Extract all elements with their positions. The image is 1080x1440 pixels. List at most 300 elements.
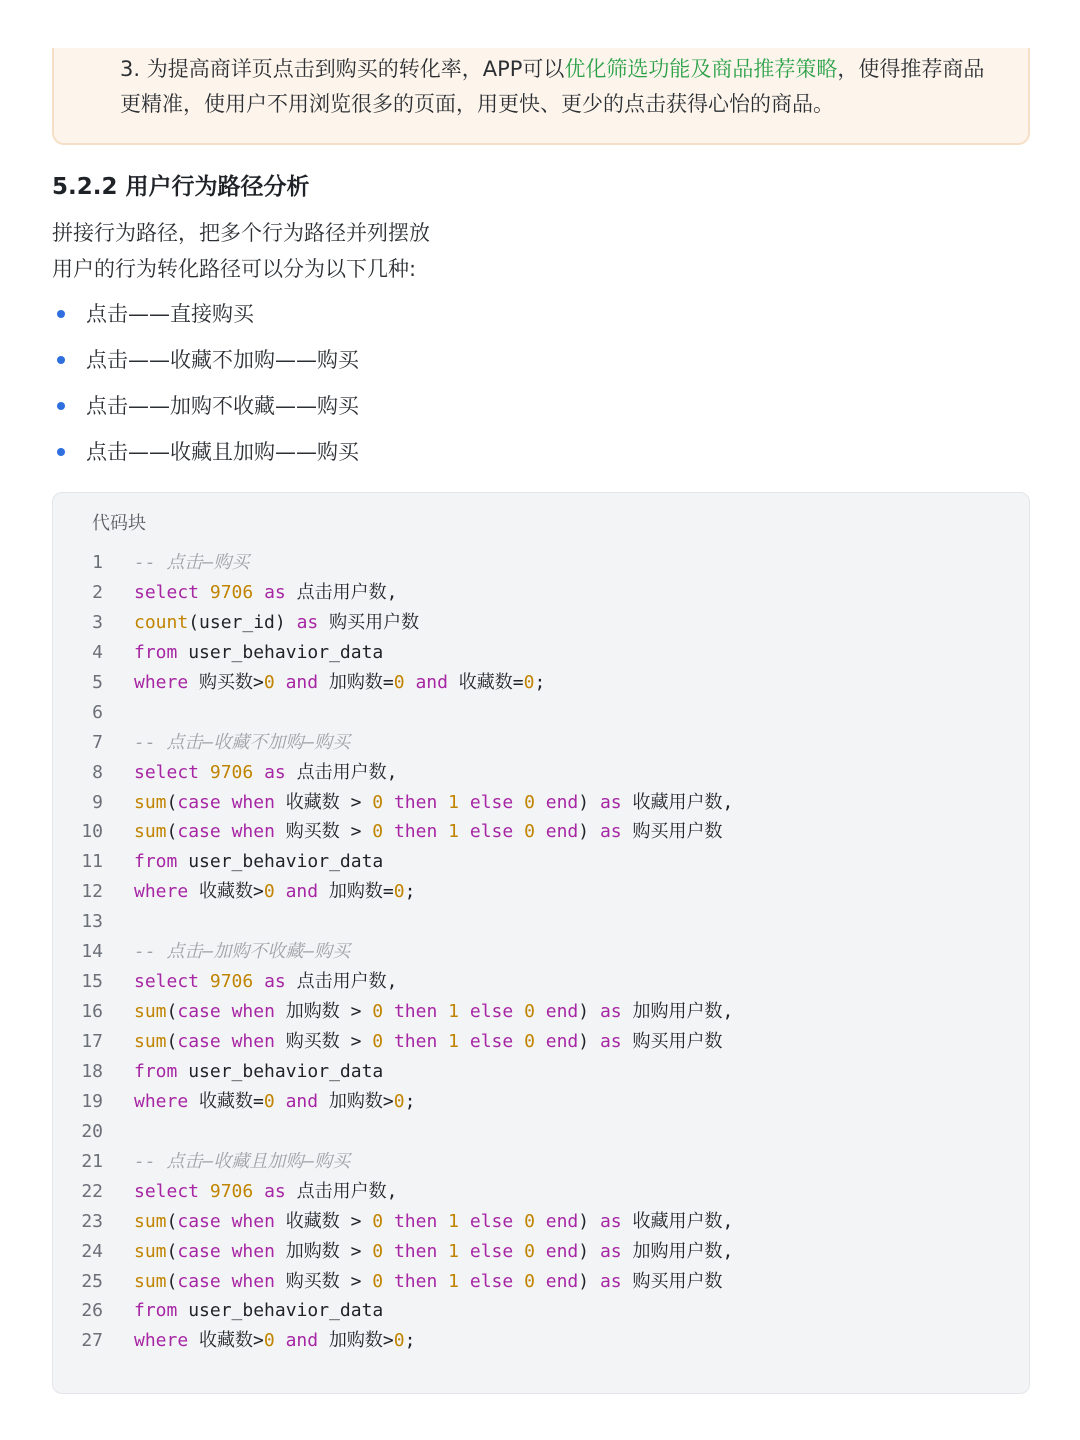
code-token: 0 <box>524 1031 535 1052</box>
line-number: 8 <box>92 761 103 783</box>
code-text <box>134 1177 397 1207</box>
code-text <box>134 758 397 788</box>
bullet-dot-icon <box>57 356 65 364</box>
code-token: and <box>285 671 319 693</box>
code-token: as <box>599 821 622 843</box>
line-number: 10 <box>81 821 103 843</box>
code-token: end <box>545 791 579 813</box>
code-token: 购买数> <box>188 671 264 693</box>
code-lines <box>53 548 1029 1356</box>
code-token <box>221 1271 232 1292</box>
code-token <box>383 1271 394 1292</box>
code-token: 点击用户数, <box>285 1180 398 1202</box>
code-line <box>53 1057 1029 1087</box>
code-token <box>221 792 232 813</box>
code-line <box>53 1326 1029 1356</box>
code-token: ( <box>166 821 178 843</box>
code-token: 点击用户数, <box>285 761 398 783</box>
code-token: as <box>296 611 319 633</box>
code-token <box>383 1001 394 1022</box>
code-token: 加购用户数, <box>621 1001 734 1023</box>
code-token: 1 <box>448 1031 460 1052</box>
code-token: end <box>545 821 579 843</box>
code-token: 9706 <box>209 971 254 993</box>
code-token: 9706 <box>209 581 254 603</box>
code-token: 0 <box>372 821 384 843</box>
code-token <box>199 582 210 603</box>
code-line <box>53 877 1029 907</box>
code-token: ( <box>166 1001 178 1023</box>
code-token <box>253 762 264 783</box>
code-line <box>53 788 1029 818</box>
conclusion-callout <box>52 48 1030 145</box>
code-text <box>134 967 397 997</box>
paths-intro-paragraph: 用户的行为转化路径可以分为以下几种: <box>52 257 417 281</box>
code-token <box>437 821 448 842</box>
code-token: -- 点击—加购不收藏—购买 <box>134 941 351 963</box>
code-token: 点击用户数, <box>285 971 398 993</box>
code-token: else <box>469 1210 514 1232</box>
line-number: 4 <box>92 641 103 663</box>
line-number: 27 <box>81 1330 103 1352</box>
code-token: as <box>264 1180 286 1202</box>
code-token: as <box>599 1270 622 1292</box>
callout-text: 3. 为提高商详页点击到购买的转化率，APP可以 <box>120 57 565 81</box>
code-token: 购买用户数 <box>621 821 723 843</box>
code-token: 加购数> <box>318 1090 394 1112</box>
code-token: 1 <box>448 821 460 843</box>
code-text <box>134 578 397 608</box>
code-token: user_behavior_data <box>177 851 384 873</box>
code-line <box>53 698 1029 728</box>
code-token: case <box>177 791 221 813</box>
line-number: 16 <box>81 1001 103 1023</box>
code-token: select <box>134 971 200 993</box>
line-number: 21 <box>81 1150 103 1172</box>
code-line <box>53 1027 1029 1057</box>
code-token <box>253 1181 264 1202</box>
code-text <box>134 788 733 818</box>
code-token: then <box>393 1001 438 1023</box>
line-number: 18 <box>81 1060 103 1082</box>
code-token <box>383 821 394 842</box>
code-token: 收藏数> <box>188 1330 264 1352</box>
code-token: 购买用户数 <box>621 1031 723 1052</box>
code-token: ) <box>578 821 600 843</box>
code-token: ( <box>166 791 178 813</box>
code-token: -- 点击—收藏且加购—购买 <box>134 1150 351 1172</box>
code-token: 0 <box>524 791 535 813</box>
code-token: case <box>177 1270 221 1292</box>
code-line <box>53 578 1029 608</box>
code-text <box>134 1326 415 1356</box>
code-token: 0 <box>372 1031 384 1052</box>
list-item <box>52 296 359 342</box>
code-line <box>53 668 1029 698</box>
code-token: ) <box>578 1240 600 1262</box>
code-token: else <box>469 1001 514 1023</box>
code-token: as <box>599 1001 622 1023</box>
code-token: 0 <box>393 671 405 693</box>
code-token: 加购用户数, <box>621 1240 734 1262</box>
code-token <box>383 1031 394 1052</box>
code-token: sum <box>134 791 167 813</box>
code-token: 0 <box>372 1001 384 1023</box>
code-token: ( <box>166 1240 178 1262</box>
code-token <box>513 1271 524 1292</box>
code-token <box>383 1211 394 1232</box>
code-token: count <box>134 611 189 633</box>
line-number: 26 <box>81 1300 103 1322</box>
code-token: ( <box>166 1031 178 1052</box>
code-token <box>437 792 448 813</box>
code-line <box>53 1296 1029 1326</box>
line-number: 2 <box>92 581 103 603</box>
list-item <box>52 434 359 480</box>
line-number: 23 <box>81 1210 103 1232</box>
code-token: 购买用户数 <box>621 1270 723 1292</box>
code-token: sum <box>134 1270 167 1292</box>
list-item-text: 点击——直接购买 <box>86 302 254 326</box>
code-token: case <box>177 821 221 843</box>
code-token <box>535 1031 546 1052</box>
code-token <box>275 1330 286 1351</box>
code-token <box>253 582 264 603</box>
code-line <box>53 1117 1029 1147</box>
code-token: 1 <box>448 1210 460 1232</box>
code-token: 加购数> <box>318 1330 394 1352</box>
code-token: 1 <box>448 1240 460 1262</box>
code-text <box>134 1237 733 1267</box>
code-token: 收藏数 > <box>274 1210 373 1232</box>
code-token <box>221 1031 232 1052</box>
code-token: 1 <box>448 1270 460 1292</box>
code-token: sum <box>134 821 167 843</box>
code-token <box>221 1001 232 1022</box>
code-token: 9706 <box>209 1180 254 1202</box>
code-line <box>53 1087 1029 1117</box>
bullet-dot-icon <box>57 448 65 456</box>
code-text <box>134 937 350 967</box>
code-token <box>513 792 524 813</box>
code-text <box>134 548 249 578</box>
code-block-title: 代码块 <box>92 513 146 534</box>
line-number: 9 <box>92 791 103 813</box>
code-token: ) <box>578 1031 600 1052</box>
line-number: 25 <box>81 1270 103 1292</box>
code-token: 加购数= <box>318 881 394 903</box>
code-token: sum <box>134 1210 167 1232</box>
code-token: 0 <box>524 1210 535 1232</box>
path-list <box>52 296 359 480</box>
line-number: 22 <box>81 1180 103 1202</box>
code-token: and <box>285 881 319 903</box>
code-text <box>134 1027 722 1057</box>
code-token <box>459 1211 470 1232</box>
code-token: ; <box>404 881 416 903</box>
code-token <box>535 1271 546 1292</box>
code-token: from <box>134 1300 178 1322</box>
code-line <box>53 728 1029 758</box>
code-token: 0 <box>524 1001 535 1023</box>
code-token: 加购数 > <box>274 1001 373 1023</box>
code-token: when <box>231 1210 275 1232</box>
code-token <box>437 1271 448 1292</box>
code-token: else <box>469 821 514 843</box>
code-token: 购买用户数 <box>318 611 420 633</box>
code-token: end <box>545 1210 579 1232</box>
line-number: 11 <box>81 851 103 873</box>
line-number: 6 <box>92 701 103 723</box>
code-token <box>513 821 524 842</box>
code-token: 0 <box>372 1270 384 1292</box>
list-item-text: 点击——收藏不加购——购买 <box>86 348 359 372</box>
code-token <box>437 1031 448 1052</box>
list-item <box>52 388 359 434</box>
code-token <box>513 1001 524 1022</box>
code-line <box>53 638 1029 668</box>
intro-paragraph: 拼接行为路径，把多个行为路径并列摆放 <box>52 221 430 245</box>
code-token: end <box>545 1240 579 1262</box>
code-token: where <box>134 1330 189 1352</box>
code-token: when <box>231 1270 275 1292</box>
code-line <box>53 1237 1029 1267</box>
code-token <box>221 821 232 842</box>
code-block[interactable] <box>52 492 1030 1394</box>
code-token: when <box>231 1031 275 1052</box>
code-line <box>53 608 1029 638</box>
code-token: end <box>545 1031 579 1052</box>
code-token <box>459 1001 470 1022</box>
code-token <box>199 762 210 783</box>
code-token: 0 <box>372 1240 384 1262</box>
code-token: 0 <box>524 821 535 843</box>
code-line <box>53 758 1029 788</box>
code-token: 购买数 > <box>274 821 373 843</box>
line-number: 7 <box>92 731 103 753</box>
code-token: else <box>469 1270 514 1292</box>
code-token: then <box>393 1210 438 1232</box>
code-token: where <box>134 1090 189 1112</box>
code-token <box>459 821 470 842</box>
line-number: 12 <box>81 881 103 903</box>
code-token: case <box>177 1031 221 1052</box>
code-token: 加购数 > <box>274 1240 373 1262</box>
code-text <box>134 877 415 907</box>
code-token <box>199 1181 210 1202</box>
code-token: 0 <box>263 1090 275 1112</box>
code-text <box>134 817 722 847</box>
code-token: user_behavior_data <box>177 641 384 663</box>
code-token: ( <box>166 1210 178 1232</box>
code-token: select <box>134 1180 200 1202</box>
code-token: ; <box>534 671 546 693</box>
code-token: 购买数 > <box>274 1031 373 1052</box>
code-token: 收藏数= <box>188 1090 264 1112</box>
code-token: 点击用户数, <box>285 581 398 603</box>
code-token: else <box>469 1240 514 1262</box>
line-number: 13 <box>81 911 103 933</box>
code-token: sum <box>134 1001 167 1023</box>
code-token <box>513 1031 524 1052</box>
code-text <box>134 1057 383 1087</box>
line-number: 5 <box>92 671 103 693</box>
code-token: ) <box>578 791 600 813</box>
code-token: 0 <box>523 671 535 693</box>
callout-highlight: 优化筛选功能及商品推荐策略 <box>564 57 838 81</box>
code-token <box>535 1211 546 1232</box>
code-token <box>383 1241 394 1262</box>
code-text <box>134 1147 350 1177</box>
line-number: 19 <box>81 1090 103 1112</box>
code-text <box>134 1267 722 1297</box>
code-token <box>253 971 264 992</box>
code-token <box>535 1241 546 1262</box>
code-token: 0 <box>524 1240 535 1262</box>
code-token <box>513 1241 524 1262</box>
code-line <box>53 548 1029 578</box>
code-line <box>53 997 1029 1027</box>
code-token <box>275 1091 286 1112</box>
code-token: -- 点击—购买 <box>134 552 250 573</box>
code-line <box>53 907 1029 937</box>
code-token: as <box>264 761 286 783</box>
code-token: where <box>134 671 189 693</box>
code-token: when <box>231 1240 275 1262</box>
code-token <box>405 672 416 693</box>
code-token <box>221 1211 232 1232</box>
code-text <box>134 1207 733 1237</box>
code-token: and <box>285 1090 319 1112</box>
code-token <box>221 1241 232 1262</box>
code-token: when <box>231 821 275 843</box>
code-token: ( <box>166 1270 178 1292</box>
code-text <box>134 847 383 877</box>
code-token: 收藏数 > <box>274 791 373 813</box>
line-number: 15 <box>81 971 103 993</box>
code-token: where <box>134 881 189 903</box>
code-token: user_behavior_data <box>177 1060 384 1082</box>
code-token: 0 <box>372 1210 384 1232</box>
code-token: 0 <box>393 1090 405 1112</box>
code-token: 加购数= <box>318 671 394 693</box>
code-text <box>134 668 545 698</box>
code-line <box>53 1177 1029 1207</box>
code-token: else <box>469 1031 514 1052</box>
code-line <box>53 1147 1029 1177</box>
code-token <box>459 1241 470 1262</box>
code-token: ; <box>404 1090 416 1112</box>
code-token: sum <box>134 1240 167 1262</box>
code-token: as <box>264 971 286 993</box>
code-token <box>437 1241 448 1262</box>
code-text <box>134 1296 383 1326</box>
code-token <box>535 1001 546 1022</box>
code-token: ; <box>404 1330 416 1352</box>
code-token <box>459 1271 470 1292</box>
callout-text-suffix: ，使得推荐商品更精准，使用户不用浏览很多的页面，用更快、更少的点击获得心怡的商品。 <box>120 57 985 116</box>
code-token: when <box>231 1001 275 1023</box>
code-token <box>437 1001 448 1022</box>
code-line <box>53 1267 1029 1297</box>
code-token: case <box>177 1240 221 1262</box>
code-token: and <box>285 1330 319 1352</box>
code-token: 1 <box>448 791 460 813</box>
code-token: 9706 <box>209 761 254 783</box>
code-token <box>459 792 470 813</box>
code-text <box>134 1087 415 1117</box>
code-token: as <box>599 1240 622 1262</box>
code-token <box>535 792 546 813</box>
code-token: and <box>415 671 448 693</box>
section-heading: 5.2.2 用户行为路径分析 <box>52 174 310 200</box>
code-token: 收藏数= <box>447 671 524 693</box>
code-line <box>53 1207 1029 1237</box>
code-token: as <box>599 791 622 813</box>
code-text <box>134 997 733 1027</box>
line-number: 24 <box>81 1240 103 1262</box>
code-token: end <box>545 1001 579 1023</box>
code-token: then <box>393 821 438 843</box>
line-number: 3 <box>92 611 103 633</box>
code-token: ) <box>578 1270 600 1292</box>
code-text <box>134 728 350 758</box>
code-token <box>437 1211 448 1232</box>
code-token: 0 <box>393 881 405 903</box>
code-token: 购买数 > <box>274 1270 373 1292</box>
code-token: then <box>393 1240 438 1262</box>
code-token: end <box>545 1270 579 1292</box>
code-token: 0 <box>263 671 275 693</box>
list-item-text: 点击——收藏且加购——购买 <box>86 440 359 464</box>
code-token <box>275 672 286 693</box>
code-token: as <box>264 581 286 603</box>
code-token: 0 <box>263 1330 275 1352</box>
code-token: 0 <box>393 1330 405 1352</box>
code-token: 收藏用户数, <box>621 791 734 813</box>
code-token: ) <box>578 1001 600 1023</box>
code-token: select <box>134 581 200 603</box>
code-token: 0 <box>524 1270 535 1292</box>
code-token: then <box>393 1031 438 1052</box>
line-number: 20 <box>81 1120 103 1142</box>
code-line <box>53 817 1029 847</box>
code-token <box>535 821 546 842</box>
code-token: -- 点击—收藏不加购—购买 <box>134 731 351 753</box>
code-text <box>134 608 419 638</box>
code-token: from <box>134 641 178 663</box>
code-token: (user_id) <box>188 611 297 633</box>
code-token: when <box>231 791 275 813</box>
code-token: then <box>393 1270 438 1292</box>
code-token: 收藏数> <box>188 881 264 903</box>
code-text <box>134 638 383 668</box>
code-token <box>383 792 394 813</box>
code-token: user_behavior_data <box>177 1300 384 1322</box>
code-token: from <box>134 1060 178 1082</box>
code-line <box>53 847 1029 877</box>
code-token: as <box>599 1031 622 1052</box>
code-token: case <box>177 1210 221 1232</box>
line-number: 1 <box>92 552 103 573</box>
code-token: 收藏用户数, <box>621 1210 734 1232</box>
code-token <box>199 971 210 992</box>
bullet-dot-icon <box>57 310 65 318</box>
code-token: as <box>599 1210 622 1232</box>
code-line <box>53 967 1029 997</box>
code-token: ) <box>578 1210 600 1232</box>
code-token: sum <box>134 1031 167 1052</box>
